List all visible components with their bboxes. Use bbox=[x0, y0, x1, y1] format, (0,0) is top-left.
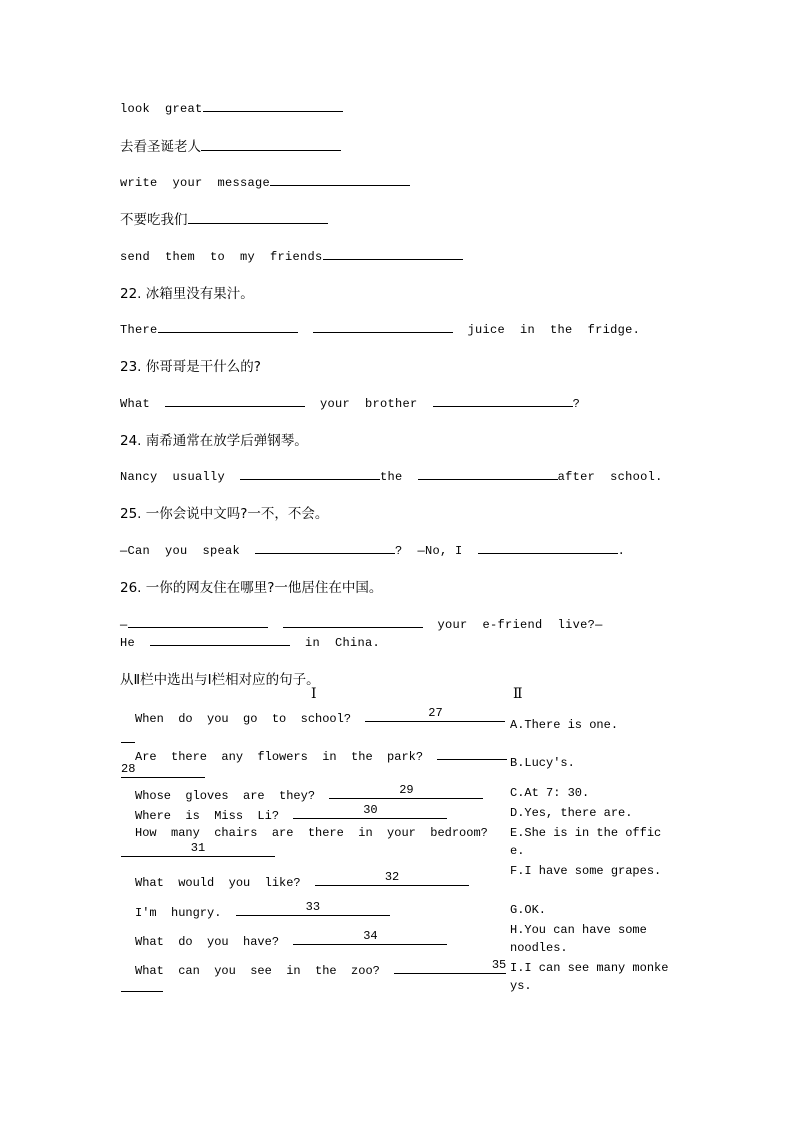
option-f: F.I have some grapes. bbox=[510, 864, 662, 878]
question-text: I'm hungry. bbox=[135, 906, 222, 920]
blank-tail bbox=[121, 762, 205, 782]
q22-part-a: There bbox=[120, 323, 158, 337]
question-number: 29 bbox=[399, 783, 414, 797]
match-question-30 bbox=[135, 803, 447, 823]
question-text: Whose gloves are they? bbox=[135, 789, 316, 803]
question-number: 31 bbox=[190, 841, 206, 855]
question-text: What do you have? bbox=[135, 935, 280, 949]
option-a: A.There is one. bbox=[510, 718, 619, 732]
question-text: Are there any flowers in the park? bbox=[135, 750, 424, 764]
match-question-29 bbox=[135, 783, 483, 803]
option-g: G.OK. bbox=[510, 903, 547, 917]
question-text: Where is Miss Li? bbox=[135, 809, 280, 823]
match-question-35 bbox=[135, 958, 507, 978]
phrase-text: 去看圣诞老人 bbox=[120, 139, 201, 155]
q23-part-a: What bbox=[120, 397, 151, 411]
q23-part-b: your brother bbox=[320, 397, 418, 411]
phrase-1 bbox=[120, 99, 343, 116]
answer-blank[interactable] bbox=[323, 247, 463, 260]
answer-blank[interactable] bbox=[188, 211, 328, 224]
column-2-header: Ⅱ bbox=[513, 686, 523, 702]
q25-part-a: —Can you speak bbox=[120, 544, 241, 558]
phrase-4 bbox=[120, 208, 328, 228]
question-number: 34 bbox=[363, 929, 378, 943]
answer-blank[interactable] bbox=[437, 747, 507, 760]
answer-blank[interactable] bbox=[433, 394, 573, 407]
q22-prompt: 22. 冰箱里没有果汁。 bbox=[120, 286, 254, 302]
q26-part-a: — bbox=[120, 618, 128, 632]
phrase-text: send them to my friends bbox=[120, 250, 323, 264]
q25-part-c: . bbox=[617, 544, 626, 558]
answer-blank[interactable] bbox=[121, 730, 135, 743]
phrase-2 bbox=[120, 135, 341, 155]
q25-part-b: ? —No, I bbox=[395, 544, 463, 558]
option-i: I.I can see many monkeys. bbox=[510, 961, 669, 993]
blank-tail bbox=[121, 841, 275, 861]
phrase-5 bbox=[120, 247, 463, 264]
answer-blank[interactable] bbox=[158, 320, 298, 333]
q22-part-b: juice in the fridge. bbox=[467, 323, 641, 337]
q26-sentence-cont bbox=[120, 633, 380, 650]
answer-blank[interactable] bbox=[293, 929, 447, 945]
answer-blank[interactable] bbox=[315, 870, 469, 886]
blank-tail bbox=[121, 730, 135, 747]
answer-blank[interactable] bbox=[165, 394, 305, 407]
option-c: C.At 7: 30. bbox=[510, 786, 590, 800]
answer-blank[interactable] bbox=[283, 615, 423, 628]
answer-blank[interactable] bbox=[203, 99, 343, 112]
answer-blank[interactable] bbox=[418, 467, 558, 480]
q23-sentence bbox=[120, 394, 580, 411]
answer-blank[interactable] bbox=[121, 762, 205, 778]
question-text: When do you go to school? bbox=[135, 712, 352, 726]
question-text: How many chairs are there in your bedroom? bbox=[135, 826, 488, 840]
q23-prompt: 23. 你哥哥是干什么的? bbox=[120, 359, 261, 375]
question-number: 27 bbox=[428, 706, 443, 720]
question-number: 32 bbox=[384, 870, 400, 884]
q22-sentence bbox=[120, 320, 640, 337]
answer-blank[interactable] bbox=[313, 320, 453, 333]
answer-blank[interactable] bbox=[365, 706, 505, 722]
option-d: D.Yes, there are. bbox=[510, 806, 633, 820]
q25-prompt: 25. 一你会说中文吗?一不，不会。 bbox=[120, 506, 329, 522]
answer-blank[interactable] bbox=[270, 173, 410, 186]
question-text: What would you like? bbox=[135, 876, 301, 890]
question-number: 28 bbox=[121, 762, 136, 776]
match-question-31 bbox=[135, 826, 488, 840]
q26-prompt: 26. 一你的网友住在哪里?一他居住在中国。 bbox=[120, 580, 383, 596]
question-number: 35 bbox=[491, 958, 507, 972]
column-1-header: Ⅰ bbox=[311, 686, 317, 702]
question-number: 30 bbox=[363, 803, 378, 817]
answer-blank[interactable] bbox=[293, 803, 447, 819]
option-h: H.You can have some noodles. bbox=[510, 923, 647, 955]
answer-blank[interactable] bbox=[236, 900, 390, 916]
option-e: E.She is in the office. bbox=[510, 826, 662, 858]
q26-part-b: your e-friend live?— bbox=[437, 618, 603, 632]
question-number: 33 bbox=[305, 900, 321, 914]
q24-part-c: after school. bbox=[557, 470, 663, 484]
q26-part-d: in China. bbox=[305, 636, 381, 650]
answer-blank[interactable] bbox=[121, 979, 163, 992]
q24-part-b: the bbox=[380, 470, 403, 484]
answer-blank[interactable] bbox=[394, 958, 507, 974]
q24-prompt: 24. 南希通常在放学后弹钢琴。 bbox=[120, 433, 308, 449]
q26-part-c: He bbox=[120, 636, 136, 650]
answer-blank[interactable] bbox=[478, 541, 618, 554]
phrase-text: write your message bbox=[120, 176, 271, 190]
blank-tail bbox=[121, 979, 163, 996]
match-question-33 bbox=[135, 900, 390, 920]
option-b: B.Lucy's. bbox=[510, 756, 575, 770]
phrase-3 bbox=[120, 173, 410, 190]
answer-blank[interactable] bbox=[255, 541, 395, 554]
answer-blank[interactable] bbox=[329, 783, 483, 799]
match-question-34 bbox=[135, 929, 447, 949]
q24-part-a: Nancy usually bbox=[120, 470, 226, 484]
match-question-32 bbox=[135, 870, 469, 890]
matching-instruction: 从Ⅱ栏中选出与Ⅰ栏相对应的句子。 bbox=[120, 672, 320, 688]
answer-blank[interactable] bbox=[121, 841, 275, 857]
q24-sentence bbox=[120, 467, 663, 484]
q25-sentence bbox=[120, 541, 625, 558]
match-question-27 bbox=[135, 706, 505, 726]
question-text: What can you see in the zoo? bbox=[135, 964, 380, 978]
answer-blank[interactable] bbox=[128, 615, 268, 628]
phrase-text: 不要吃我们 bbox=[120, 212, 188, 228]
answer-blank[interactable] bbox=[240, 467, 380, 480]
q26-sentence bbox=[120, 615, 603, 632]
answer-blank[interactable] bbox=[201, 138, 341, 151]
answer-blank[interactable] bbox=[150, 633, 290, 646]
q23-part-c: ? bbox=[572, 397, 581, 411]
phrase-text: look great bbox=[120, 102, 203, 116]
